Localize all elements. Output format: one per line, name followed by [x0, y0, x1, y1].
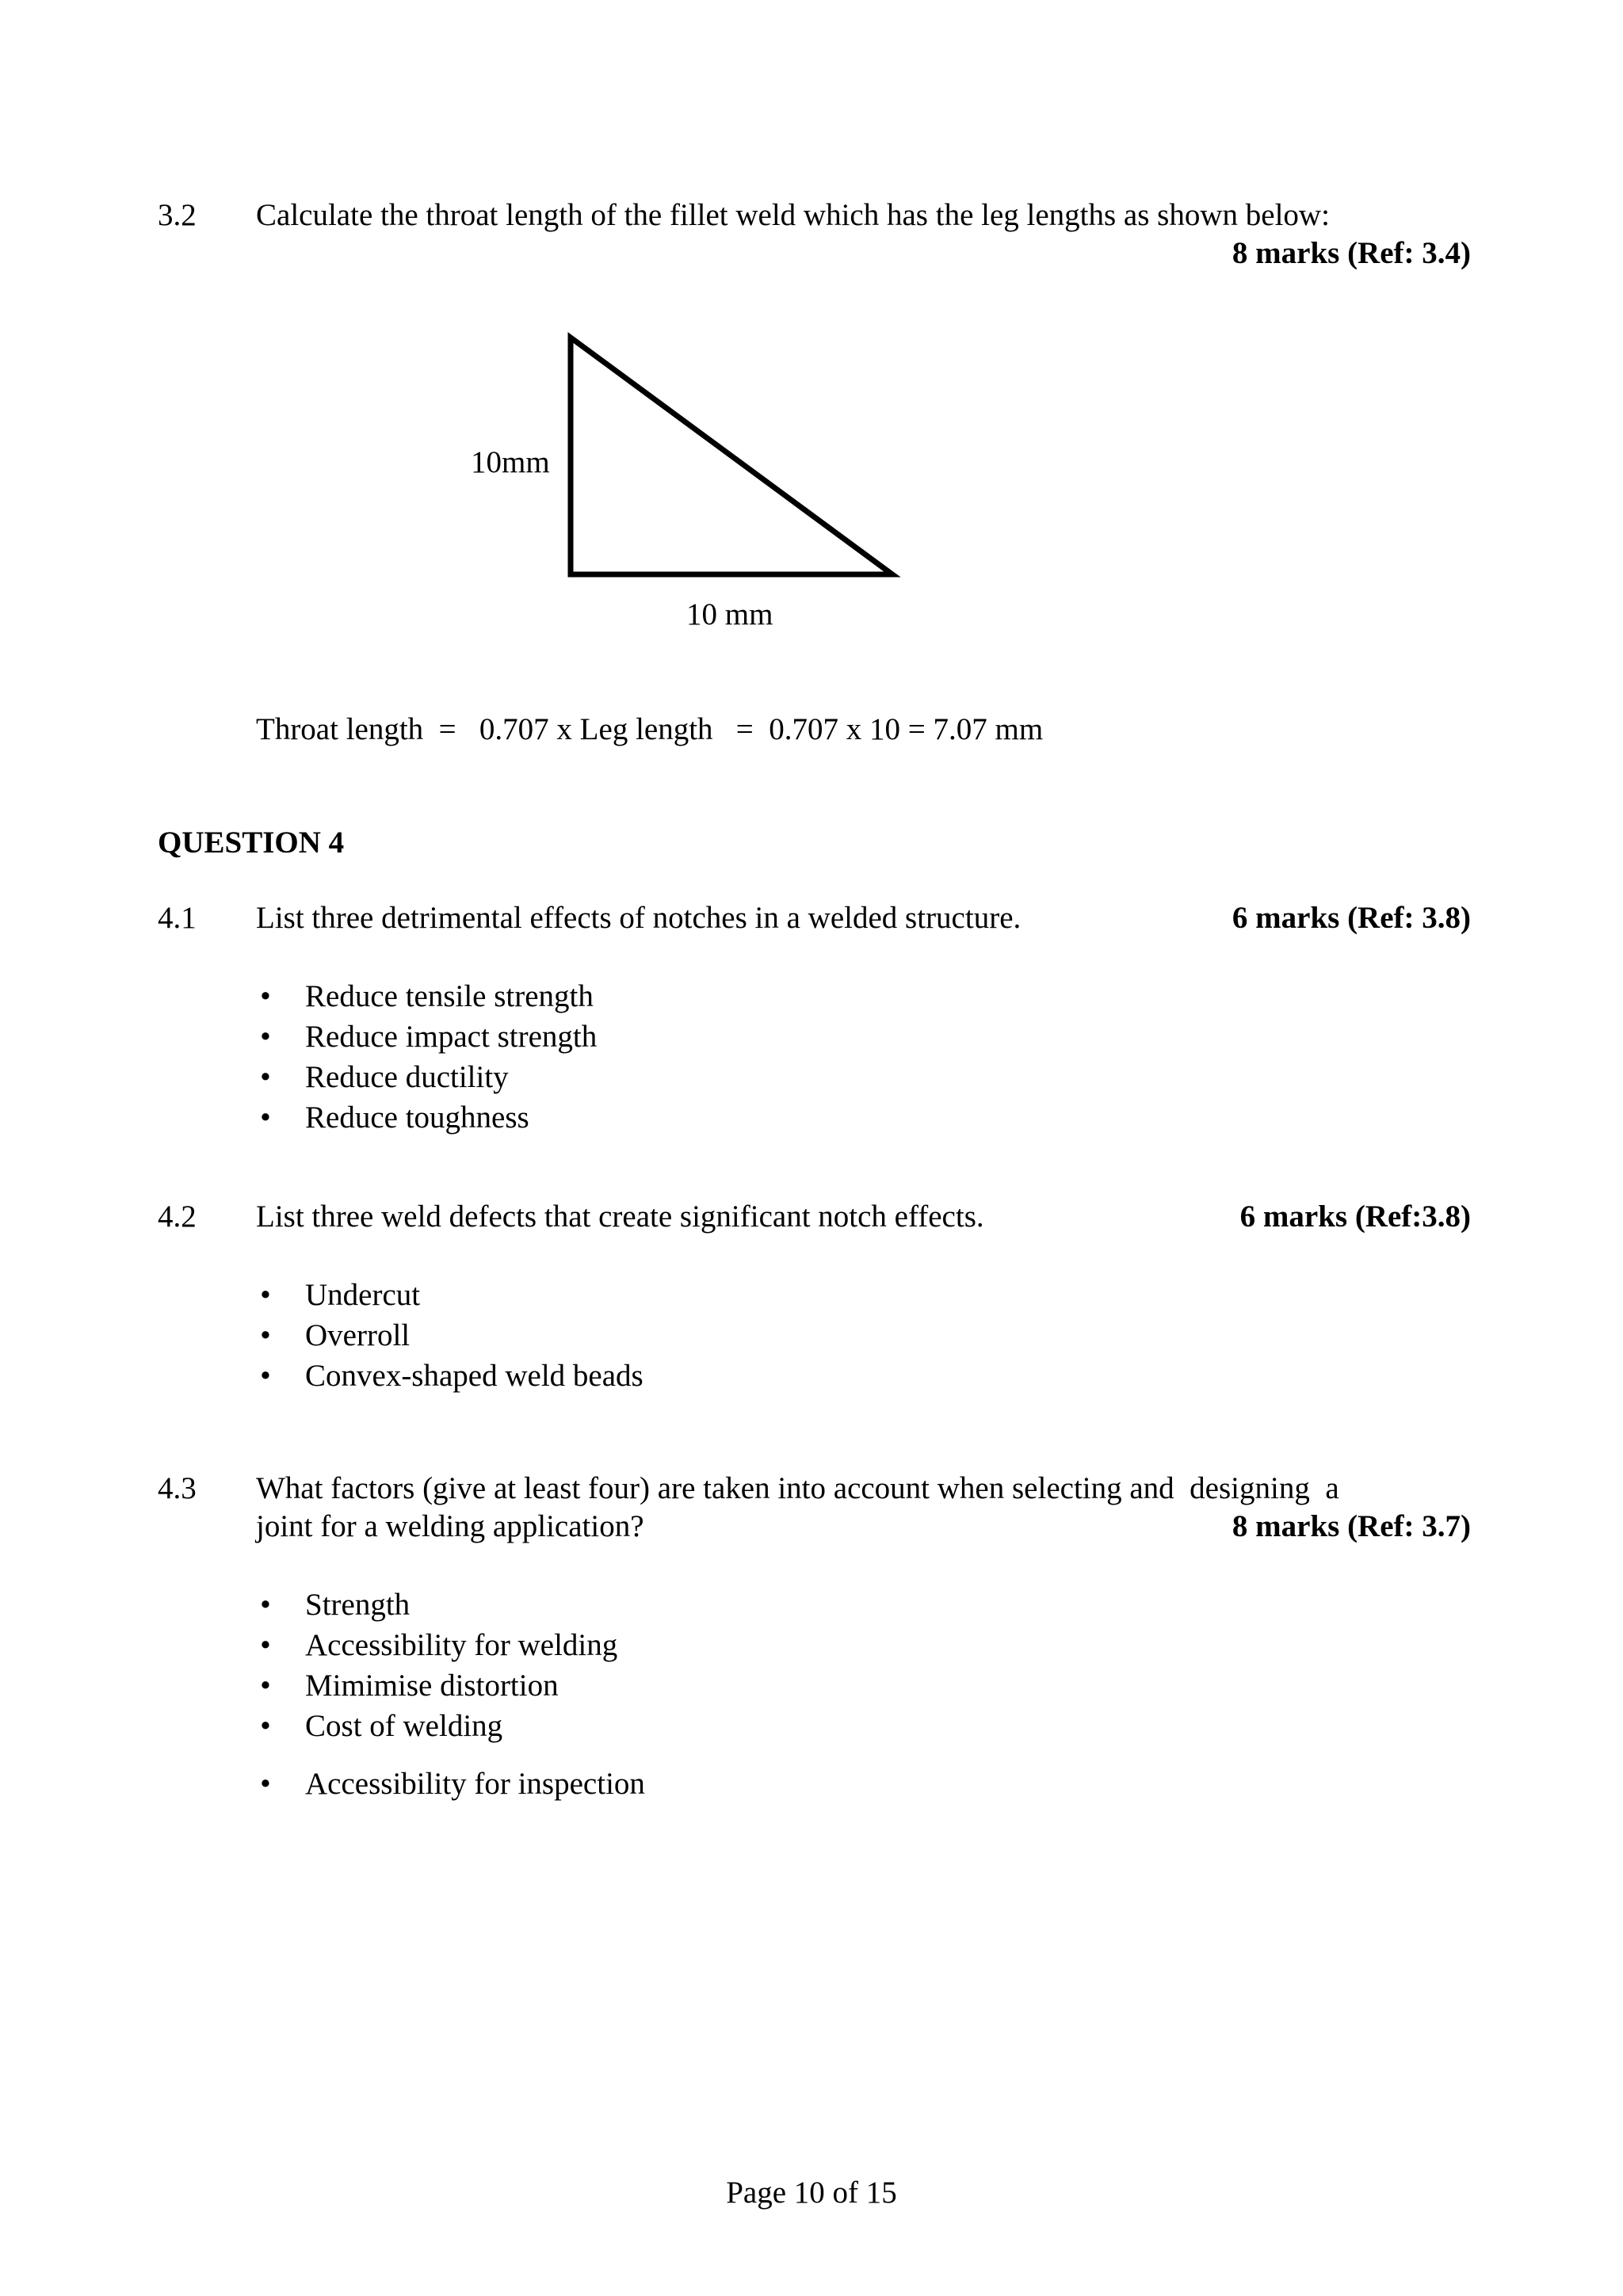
bullet: •: [260, 1359, 271, 1393]
answer-text: Reduce tensile strength: [305, 979, 594, 1013]
list-item: [256, 1057, 597, 1097]
answer-text: Reduce ductility: [305, 1060, 509, 1094]
answer-text: Accessibility for welding: [305, 1628, 618, 1662]
answer-text: Undercut: [305, 1278, 421, 1312]
question-4-2-answer-list: [256, 1275, 643, 1396]
question-4-3-marks: 8 marks (Ref: 3.7): [1232, 1509, 1471, 1543]
answer-text: Accessibility for inspection: [305, 1767, 645, 1801]
list-item: [256, 1706, 645, 1746]
bullet: •: [260, 1020, 271, 1054]
bullet: •: [260, 1669, 271, 1703]
fillet-weld-triangle: [571, 338, 892, 574]
bullet: •: [260, 979, 271, 1013]
question-4-3-prompt-line1: What factors (give at least four) are taken into account when selecting and designing a: [256, 1471, 1339, 1505]
question-3-2-marks: 8 marks (Ref: 3.4): [1232, 236, 1471, 270]
list-item: [256, 976, 597, 1016]
answer-text: Mimimise distortion: [305, 1669, 559, 1703]
answer-text: Cost of welding: [305, 1709, 503, 1743]
question-4-heading: QUESTION 4: [158, 826, 345, 860]
bullet: •: [260, 1767, 271, 1801]
question-number-4-1: 4.1: [158, 901, 197, 935]
bullet: •: [260, 1060, 271, 1094]
list-item: [256, 1585, 645, 1625]
bullet: •: [260, 1588, 271, 1622]
horizontal-leg-label: 10 mm: [686, 597, 773, 631]
question-4-3-answer-list: [256, 1585, 645, 1804]
answer-text: Reduce toughness: [305, 1100, 529, 1135]
bullet: •: [260, 1709, 271, 1743]
question-number-4-2: 4.2: [158, 1199, 197, 1234]
list-item: [256, 1275, 643, 1315]
question-3-2-prompt: Calculate the throat length of the fillet weld which has the leg lengths as shown below:: [256, 198, 1330, 232]
question-4-1-prompt: List three detrimental effects of notches in a welded structure.: [256, 901, 1022, 935]
question-number-3-2: 3.2: [158, 198, 197, 232]
bullet: •: [260, 1318, 271, 1352]
list-item: [256, 1016, 597, 1057]
page-number: Page 10 of 15: [726, 2176, 897, 2210]
question-4-1-answer-list: [256, 976, 597, 1138]
vertical-leg-label: 10mm: [471, 445, 550, 479]
bullet: •: [260, 1628, 271, 1662]
question-3-2-answer: Throat length = 0.707 x Leg length = 0.707 x 10 = 7.07 mm: [256, 712, 1044, 746]
fillet-weld-diagram: [444, 317, 919, 650]
answer-text: Overroll: [305, 1318, 411, 1352]
list-item: [256, 1097, 597, 1138]
question-4-3-prompt-line2: joint for a welding application?: [256, 1509, 644, 1543]
list-item: [256, 1625, 645, 1665]
question-4-1-marks: 6 marks (Ref: 3.8): [1232, 901, 1471, 935]
list-item: [256, 1665, 645, 1706]
answer-text: Convex-shaped weld beads: [305, 1359, 643, 1393]
question-4-2-marks: 6 marks (Ref:3.8): [1239, 1199, 1471, 1234]
question-number-4-3: 4.3: [158, 1471, 197, 1505]
list-item: [256, 1764, 645, 1804]
answer-text: Reduce impact strength: [305, 1020, 598, 1054]
list-item: [256, 1356, 643, 1396]
answer-text: Strength: [305, 1588, 411, 1622]
bullet: •: [260, 1278, 271, 1312]
question-4-2-prompt: List three weld defects that create significant notch effects.: [256, 1199, 984, 1234]
list-item: [256, 1315, 643, 1356]
bullet: •: [260, 1100, 271, 1135]
